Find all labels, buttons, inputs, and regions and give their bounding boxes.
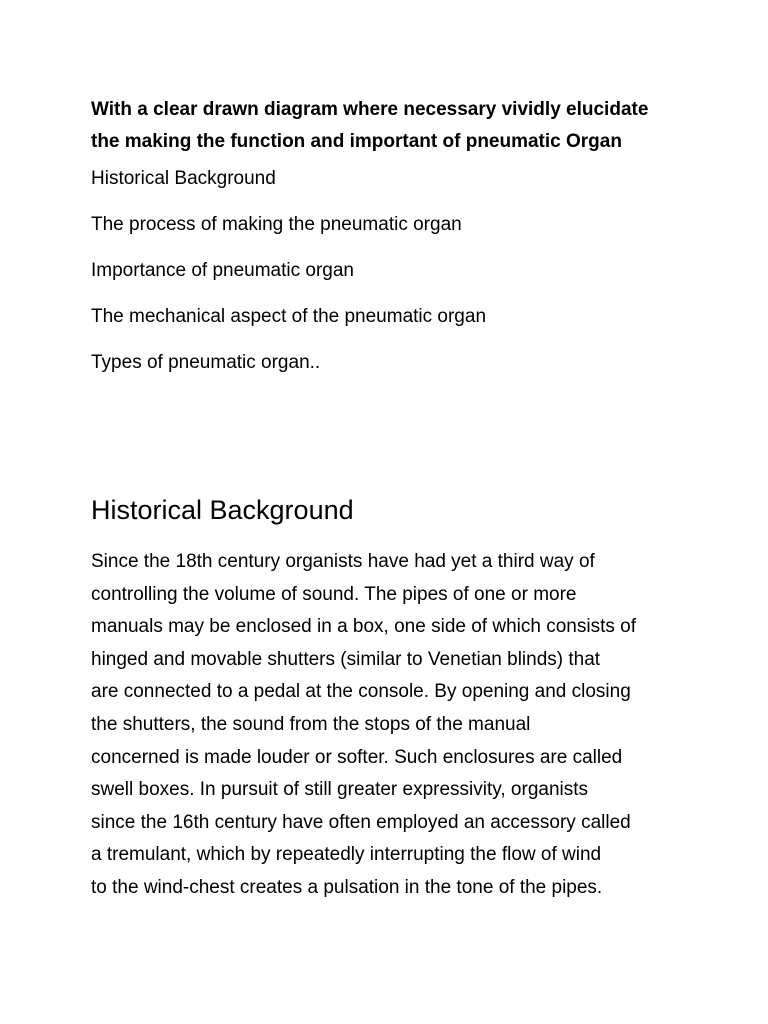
assignment-question <box>91 94 691 158</box>
question-line: the making the function and important of pneumatic Organ <box>91 131 622 152</box>
section-paragraph <box>91 546 691 905</box>
paragraph-line: the shutters, the sound from the stops of the manual <box>91 713 531 735</box>
paragraph-line: hinged and movable shutters (similar to Venetian blinds) that <box>91 648 601 670</box>
paragraph-line: concerned is made louder or softer. Such enclosures are called <box>91 746 623 768</box>
paragraph-line: a tremulant, which by repeatedly interrupting the flow of wind <box>91 844 602 866</box>
outline-item: The mechanical aspect of the pneumatic organ <box>91 306 487 327</box>
section-heading: Historical Background <box>91 495 354 525</box>
paragraph-line: controlling the volume of sound. The pipes of one or more <box>91 583 577 605</box>
paragraph-line: to the wind-chest creates a pulsation in the tone of the pipes. <box>91 876 603 898</box>
paragraph-line: manuals may be enclosed in a box, one side of which consists of <box>91 616 636 638</box>
assignment-block <box>91 94 691 394</box>
question-line: With a clear drawn diagram where necessary vividly elucidate <box>91 99 649 120</box>
outline-item: Types of pneumatic organ.. <box>91 352 321 373</box>
topic-outline <box>91 164 691 378</box>
paragraph-line: are connected to a pedal at the console. By opening and closing <box>91 681 631 703</box>
paragraph-line: swell boxes. In pursuit of still greater expressivity, organists <box>91 779 589 801</box>
outline-item: Importance of pneumatic organ <box>91 260 354 281</box>
outline-item: The process of making the pneumatic organ <box>91 214 462 235</box>
paragraph-line: Since the 18th century organists have had yet a third way of <box>91 551 595 572</box>
paragraph-line: since the 16th century have often employed an accessory called <box>91 811 631 833</box>
outline-item: Historical Background <box>91 168 276 189</box>
